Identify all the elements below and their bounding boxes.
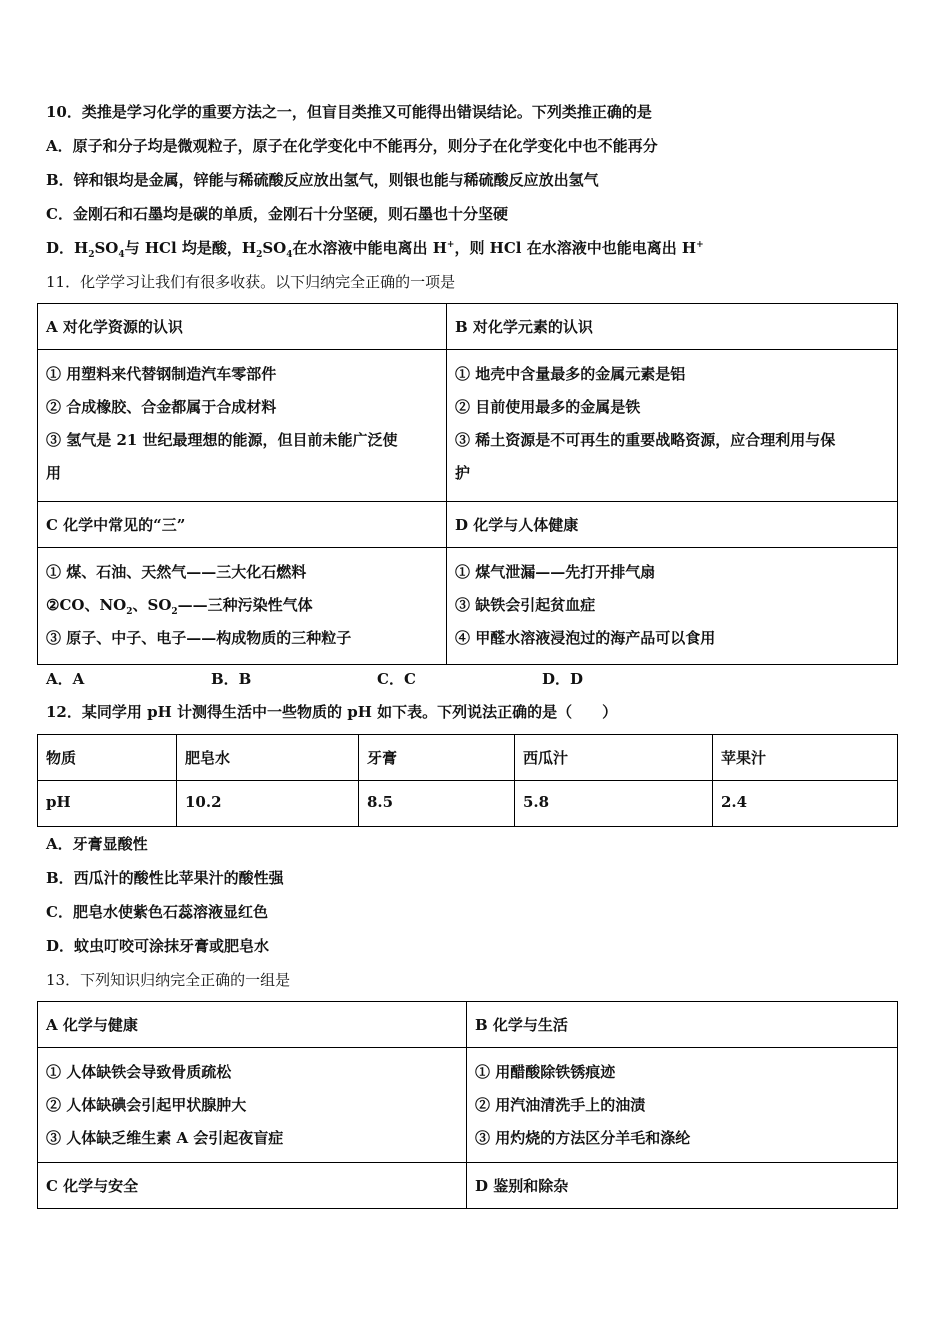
q13-a-item-3: ③ 人体缺乏维生素 A 会引起夜盲症: [46, 1129, 284, 1147]
q11-d-item-2: ③ 缺铁会引起贫血症: [455, 596, 596, 614]
q11-d-item-3: ④ 甲醛水溶液浸泡过的海产品可以食用: [455, 629, 716, 647]
q13-cell-c-head: C 化学与安全: [38, 1163, 467, 1209]
q12-option-a: A．牙膏显酸性: [46, 835, 148, 853]
q11-table: [37, 303, 898, 665]
q11-b-item-3-cont: 护: [455, 464, 471, 482]
q12-value-cell: 10.2: [177, 781, 359, 827]
q12-value-cell: 8.5: [359, 781, 515, 827]
q11-cell-a-head: A 对化学资源的认识: [38, 304, 447, 350]
q11-b-item-1: ① 地壳中含量最多的金属元素是铝: [455, 365, 686, 383]
q12-value-cell: pH: [38, 781, 177, 827]
q12-header-cell: 西瓜汁: [515, 735, 713, 781]
q12-value-cell: 5.8: [515, 781, 713, 827]
q12-table: [37, 734, 898, 827]
q10-option-b: B．锌和银均是金属，锌能与稀硫酸反应放出氢气，则银也能与稀硫酸反应放出氢气: [46, 171, 599, 189]
q13-b-item-2: ② 用汽油清洗手上的油渍: [475, 1096, 646, 1114]
q10-option-d: D．$H_2SO_4$与 HCl 均是酸，$H_2SO_4$在水溶液中能电离出 H+，则 HCl 在水溶液中也能电离出 H+: [46, 239, 704, 260]
q11-a-item-3-cont: 用: [46, 464, 62, 482]
q11-b-item-2: ② 目前使用最多的金属是铁: [455, 398, 641, 416]
q13-cell-a-head: A 化学与健康: [38, 1002, 467, 1048]
q11-stem: 11．化学学习让我们有很多收获。以下归纳完全正确的一项是: [46, 273, 456, 291]
q11-b-item-3: ③ 稀土资源是不可再生的重要战略资源，应合理利用与保: [455, 431, 836, 449]
q13-cell-b-body: [467, 1048, 898, 1163]
q10-stem: 10．类推是学习化学的重要方法之一，但盲目类推又可能得出错误结论。下列类推正确的是: [46, 103, 652, 121]
q12-header-cell: 苹果汁: [713, 735, 898, 781]
q13-stem: 13．下列知识归纳完全正确的一组是: [46, 971, 291, 989]
q12-option-b: B．西瓜汁的酸性比苹果汁的酸性强: [46, 869, 284, 887]
q11-cell-d-head: D 化学与人体健康: [447, 502, 898, 548]
q11-a-item-3: ③ 氢气是 21 世纪最理想的能源，但目前未能广泛使: [46, 431, 398, 449]
q10-option-c: C．金刚石和石墨均是碳的单质，金刚石十分坚硬，则石墨也十分坚硬: [46, 205, 508, 223]
q13-a-item-1: ① 人体缺铁会导致骨质疏松: [46, 1063, 232, 1081]
q13-cell-a-body: [38, 1048, 467, 1163]
q11-cell-b-body: [447, 350, 898, 502]
q12-header-cell: 物质: [38, 735, 177, 781]
q11-option-b: B．B: [211, 670, 252, 688]
q11-cell-c-head: C 化学中常见的“三”: [38, 502, 447, 548]
q11-cell-a-body: [38, 350, 447, 502]
q12-stem: 12．某同学用 pH 计测得生活中一些物质的 pH 如下表。下列说法正确的是（ ）: [46, 703, 618, 721]
q10-option-a: A．原子和分子均是微观粒子，原子在化学变化中不能再分，则分子在化学变化中也不能再分: [46, 137, 658, 155]
q11-cell-d-body: [447, 548, 898, 665]
q12-header-cell: 肥皂水: [177, 735, 359, 781]
q12-option-d: D．蚊虫叮咬可涂抹牙膏或肥皂水: [46, 937, 270, 955]
q11-cell-b-head: B 对化学元素的认识: [447, 304, 898, 350]
q11-option-d: D．D: [542, 670, 584, 688]
q13-b-item-1: ① 用醋酸除铁锈痕迹: [475, 1063, 616, 1081]
q11-d-item-1: ① 煤气泄漏——先打开排气扇: [455, 563, 656, 581]
q13-cell-d-head: D 鉴别和除杂: [467, 1163, 898, 1209]
q11-c-item-3: ③ 原子、中子、电子——构成物质的三种粒子: [46, 629, 352, 647]
q11-option-c: C．C: [377, 670, 416, 688]
q12-option-c: C．肥皂水使紫色石蕊溶液显红色: [46, 903, 268, 921]
q13-cell-b-head: B 化学与生活: [467, 1002, 898, 1048]
q12-header-cell: 牙膏: [359, 735, 515, 781]
q13-table: [37, 1001, 898, 1209]
q12-value-cell: 2.4: [713, 781, 898, 827]
q11-option-a: A．A: [46, 670, 85, 688]
q11-c-item-1: ① 煤、石油、天然气——三大化石燃料: [46, 563, 307, 581]
q13-a-item-2: ② 人体缺碘会引起甲状腺肿大: [46, 1096, 247, 1114]
q11-cell-c-body: [38, 548, 447, 665]
q11-a-item-1: ① 用塑料来代替钢制造汽车零部件: [46, 365, 277, 383]
q11-c-item-2: ②CO、$NO_2$、$SO_2——$三种污染性气体: [46, 596, 313, 617]
q13-b-item-3: ③ 用灼烧的方法区分羊毛和涤纶: [475, 1129, 691, 1147]
q11-a-item-2: ② 合成橡胶、合金都属于合成材料: [46, 398, 277, 416]
